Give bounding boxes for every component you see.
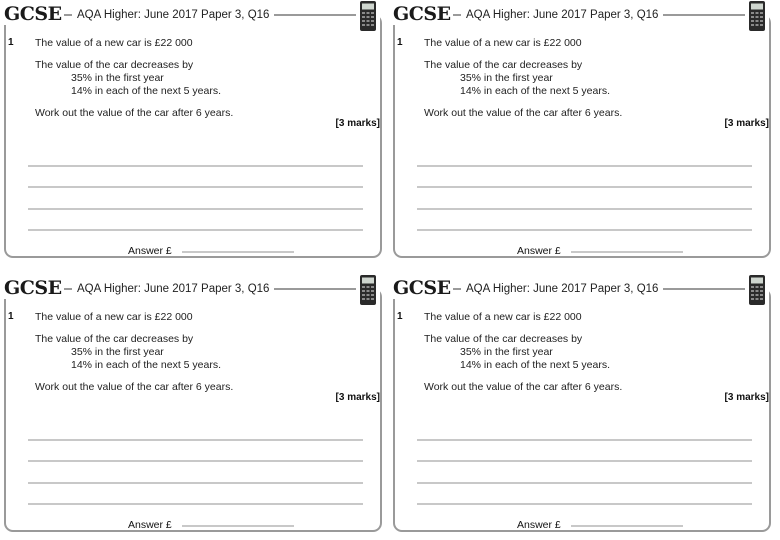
question-line-2: The value of the car decreases by — [35, 333, 194, 345]
question-card — [389, 274, 773, 540]
question-line-2: The value of the car decreases by — [424, 333, 583, 345]
question-line-2: The value of the car decreases by — [424, 59, 583, 71]
calculator-icon — [356, 274, 380, 306]
calculator-icon — [356, 0, 380, 32]
gcse-logo: GCSE — [393, 3, 451, 25]
question-instruction: Work out the value of the car after 6 years. — [35, 381, 234, 393]
question-card — [0, 274, 384, 540]
question-line-1: The value of a new car is £22 000 — [424, 311, 582, 323]
question-number: 1 — [8, 311, 14, 322]
card-frame — [4, 288, 382, 532]
card-title: AQA Higher: June 2017 Paper 3, Q16 — [461, 8, 663, 22]
question-line-3: 35% in the first year — [71, 72, 164, 84]
working-line — [417, 229, 752, 231]
working-line — [28, 482, 363, 484]
answer-label: Answer £ — [517, 519, 561, 531]
working-line — [417, 482, 752, 484]
marks-label: [3 marks] — [335, 118, 380, 129]
working-line — [417, 208, 752, 210]
working-line — [417, 186, 752, 188]
working-line — [417, 460, 752, 462]
working-line — [28, 186, 363, 188]
working-line — [417, 439, 752, 441]
card-title: AQA Higher: June 2017 Paper 3, Q16 — [461, 282, 663, 296]
answer-label: Answer £ — [128, 519, 172, 531]
question-line-1: The value of a new car is £22 000 — [35, 37, 193, 49]
question-line-1: The value of a new car is £22 000 — [424, 37, 582, 49]
gcse-logo: GCSE — [4, 277, 62, 299]
question-number: 1 — [397, 37, 403, 48]
answer-line — [571, 251, 683, 253]
question-line-4: 14% in each of the next 5 years. — [460, 359, 611, 371]
calculator-icon — [745, 274, 769, 306]
question-line-4: 14% in each of the next 5 years. — [71, 359, 222, 371]
calculator-icon — [745, 0, 769, 32]
answer-label: Answer £ — [517, 245, 561, 257]
question-instruction: Work out the value of the car after 6 years. — [35, 107, 234, 119]
question-line-2: The value of the car decreases by — [35, 59, 194, 71]
question-line-3: 35% in the first year — [460, 72, 553, 84]
question-instruction: Work out the value of the car after 6 years. — [424, 107, 623, 119]
question-line-4: 14% in each of the next 5 years. — [71, 85, 222, 97]
card-frame — [393, 14, 771, 258]
working-line — [28, 439, 363, 441]
answer-line — [571, 525, 683, 527]
working-line — [28, 229, 363, 231]
marks-label: [3 marks] — [335, 392, 380, 403]
answer-line — [182, 525, 294, 527]
question-line-4: 14% in each of the next 5 years. — [460, 85, 611, 97]
answer-label: Answer £ — [128, 245, 172, 257]
working-line — [28, 460, 363, 462]
working-line — [417, 503, 752, 505]
card-frame — [4, 14, 382, 258]
working-line — [28, 208, 363, 210]
card-title: AQA Higher: June 2017 Paper 3, Q16 — [72, 8, 274, 22]
working-line — [417, 165, 752, 167]
marks-label: [3 marks] — [724, 118, 769, 129]
gcse-logo: GCSE — [393, 277, 451, 299]
working-line — [28, 503, 363, 505]
card-title: AQA Higher: June 2017 Paper 3, Q16 — [72, 282, 274, 296]
answer-line — [182, 251, 294, 253]
question-line-3: 35% in the first year — [460, 346, 553, 358]
working-line — [28, 165, 363, 167]
question-number: 1 — [8, 37, 14, 48]
question-instruction: Work out the value of the car after 6 years. — [424, 381, 623, 393]
question-card — [0, 0, 384, 266]
question-line-3: 35% in the first year — [71, 346, 164, 358]
marks-label: [3 marks] — [724, 392, 769, 403]
question-number: 1 — [397, 311, 403, 322]
question-card — [389, 0, 773, 266]
question-line-1: The value of a new car is £22 000 — [35, 311, 193, 323]
card-frame — [393, 288, 771, 532]
gcse-logo: GCSE — [4, 3, 62, 25]
